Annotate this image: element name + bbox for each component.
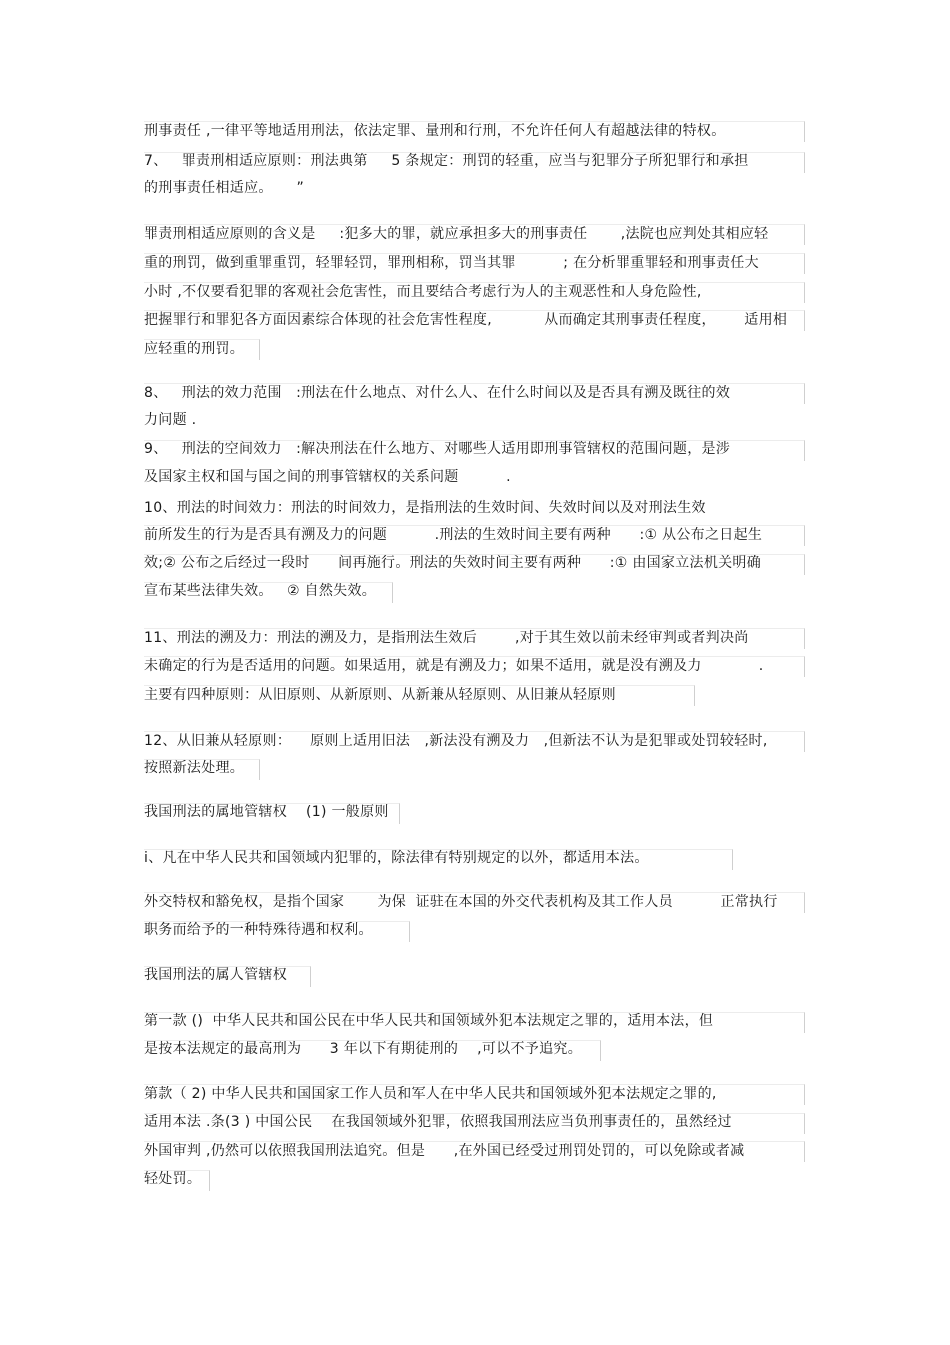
- text-line: 11、刑法的溯及力：刑法的溯及力，是指刑法生效后 ,对于其生效以前未经审判或者判决尚: [144, 630, 749, 646]
- text-line: 轻处罚。: [144, 1171, 202, 1187]
- text-line: 效;② 公布之后经过一段时 间再施行。刑法的失效时间主要有两种 :① 由国家立法机关明确: [144, 555, 762, 571]
- text-line: 适用本法 .条(3 ) 中国公民 在我国领域外犯罪，依照我国刑法应当负刑事责任的，虽然经过: [144, 1114, 732, 1130]
- text-line: 小时 ,不仅要看犯罪的客观社会危害性，而且要结合考虑行为人的主观恶性和人身危险性,: [144, 284, 702, 300]
- text-line: 8、 刑法的效力范围 :刑法在什么地点、对什么人、在什么时间以及是否具有溯及既往的效: [144, 385, 731, 401]
- text-line: 是按本法规定的最高刑为 3 年以下有期徒刑的 ,可以不予追究。: [144, 1041, 583, 1057]
- text-line: 力问题 .: [144, 412, 197, 428]
- text-line: 外交特权和豁免权，是指个国家 为保 证驻在本国的外交代表机构及其工作人员 正常执行: [144, 894, 778, 910]
- text-line: 及国家主权和国与国之间的刑事管辖权的关系问题 .: [144, 469, 511, 485]
- text-line: 12、从旧兼从轻原则： 原则上适用旧法 ,新法没有溯及力 ,但新法不认为是犯罪或处罚较轻时,: [144, 733, 768, 749]
- text-line: 我国刑法的属地管辖权 (1) 一般原则: [144, 804, 389, 820]
- text-line: 7、 罪责刑相适应原则：刑法典第 5 条规定：刑罚的轻重，应当与犯罪分子所犯罪行和承担: [144, 153, 749, 169]
- text-line: 外国审判 ,仍然可以依照我国刑法追究。但是 ,在外国已经受过刑罚处罚的，可以免除或者减: [144, 1143, 745, 1159]
- text-line: 按照新法处理。: [144, 760, 245, 776]
- text-line: 前所发生的行为是否具有溯及力的问题 .刑法的生效时间主要有两种 :① 从公布之日起生: [144, 527, 763, 543]
- text-line: i、凡在中华人民共和国领域内犯罪的，除法律有特别规定的以外，都适用本法。: [144, 850, 649, 866]
- text-line: 应轻重的刑罚。: [144, 341, 245, 357]
- text-line: 的刑事责任相适应。 ”: [144, 180, 305, 196]
- text-line: 未确定的行为是否适用的问题。如果适用，就是有溯及力；如果不适用，就是没有溯及力 .: [144, 658, 764, 674]
- text-line: 重的刑罚，做到重罪重罚，轻罪轻罚，罪刑相称，罚当其罪 ; 在分析罪重罪轻和刑事责任大: [144, 255, 759, 271]
- text-line: 9、 刑法的空间效力 :解决刑法在什么地方、对哪些人适用即刑事管辖权的范围问题，是涉: [144, 441, 731, 457]
- text-line: 第一款 () 中华人民共和国公民在中华人民共和国领域外犯本法规定之罪的，适用本法，但: [144, 1013, 714, 1029]
- text-line: 刑事责任 ,一律平等地适用刑法，依法定罪、量刑和行刑，不允许任何人有超越法律的特权。: [144, 123, 726, 139]
- text-line: 把握罪行和罪犯各方面因素综合体现的社会危害性程度, 从而确定其刑事责任程度， 适用相: [144, 312, 788, 328]
- text-line: 主要有四种原则：从旧原则、从新原则、从新兼从轻原则、从旧兼从轻原则: [144, 687, 616, 703]
- text-line: 我国刑法的属人管辖权: [144, 967, 287, 983]
- text-line: 罪责刑相适应原则的含义是 :犯多大的罪，就应承担多大的刑事责任 ,法院也应判处其相应轻: [144, 226, 769, 242]
- text-line: 宣布某些法律失效。 ② 自然失效。: [144, 583, 377, 599]
- text-line: 第款（ 2) 中华人民共和国国家工作人员和军人在中华人民共和国领域外犯本法规定之罪的,: [144, 1086, 717, 1102]
- text-line: 10、刑法的时间效力：刑法的时间效力，是指刑法的生效时间、失效时间以及对刑法生效: [144, 500, 706, 516]
- text-line: 职务而给予的一种特殊待遇和权利。: [144, 922, 373, 938]
